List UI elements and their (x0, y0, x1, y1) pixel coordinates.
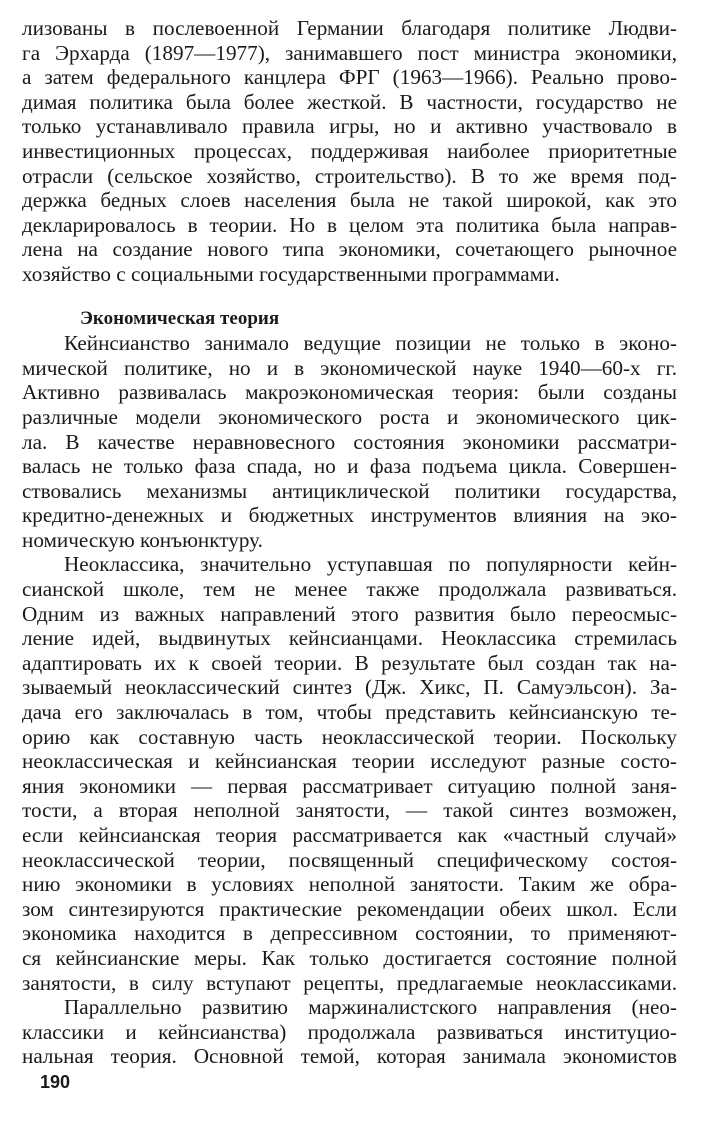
text-line: декларировалось в теории. Но в целом эта политика была направ- (22, 212, 677, 237)
text-line: номическую конъюнктуру. (22, 527, 263, 552)
text-line: ствовались механизмы антициклической политики государства, (22, 478, 677, 503)
text-line: Неоклассика, значительно уступавшая по популярности кейн- (64, 552, 677, 577)
text-line: отрасли (сельское хозяйство, строительство). В то же время под- (22, 163, 677, 188)
text-line: орию как составную часть неоклассической теории. Поскольку (22, 724, 677, 749)
text-line: нальная теория. Основной темой, которая занимала экономистов (22, 1044, 677, 1069)
text-line: га Эрхарда (1897—1977), занимавшего пост министра экономики, (22, 40, 677, 65)
text-line: неоклассическая и кейнсианская теории исследуют разные состо- (22, 749, 677, 774)
paragraph (22, 995, 677, 1069)
text-line: адаптировать их к своей теории. В результате был создан так на- (22, 650, 677, 675)
paragraph (22, 16, 677, 287)
text-line: занятости, в силу вступают рецепты, предлагаемые неоклассиками. (22, 970, 677, 995)
text-line: зом синтезируются практические рекомендации обеих школ. Если (22, 896, 677, 921)
text-line: лизованы в послевоенной Германии благодаря политике Людви- (22, 16, 677, 40)
text-line: Активно развивалась макроэкономическая теория: были созданы (22, 380, 677, 405)
text-line: ла. В качестве неравновесного состояния экономики рассматри- (22, 429, 677, 454)
text-line: Кейнсианство занимало ведущие позиции не только в эконо- (64, 331, 677, 356)
text-line: нию экономики в условиях неполной занятости. Таким же обра- (22, 872, 677, 897)
text-line: ление идей, выдвинутых кейнсианцами. Неоклассика стремилась (22, 626, 677, 651)
text-line: классики и кейнсианства) продолжала развиваться институцио- (22, 1019, 677, 1044)
text-line: сианской школе, тем не менее также продолжала развиваться. (22, 577, 677, 602)
text-line: Одним из важных направлений этого развития было переосмыс- (22, 601, 677, 626)
text-line: кредитно-денежных и бюджетных инструментов влияния на эко- (22, 503, 677, 528)
text-line: только устанавливало правила игры, но и активно участвовало в (22, 114, 677, 139)
text-line: валась не только фаза спада, но и фаза подъема цикла. Совершен- (22, 454, 677, 479)
text-line: зываемый неоклассический синтез (Дж. Хикс, П. Самуэльсон). За- (22, 675, 677, 700)
text-line: Параллельно развитию маржиналистского направления (нео- (64, 995, 677, 1020)
text-line: экономика находится в депрессивном состоянии, то применяют- (22, 921, 677, 946)
section-heading: Экономическая теория (80, 307, 280, 329)
text-line: дача его заключалась в том, чтобы представить кейнсианскую те- (22, 700, 677, 725)
text-line: ся кейнсианские меры. Как только достигается состояние полной (22, 945, 677, 970)
text-line: тости, а вторая неполной занятости, — такой синтез возможен, (22, 798, 677, 823)
paragraph (22, 331, 677, 552)
text-line: различные модели экономического роста и экономического цик- (22, 404, 677, 429)
text-line: инвестиционных процессах, поддерживая наиболее приоритетные (22, 138, 677, 163)
text-line: мической политике, но и в экономической науке 1940—60-х гг. (22, 355, 677, 380)
text-line: если кейнсианская теория рассматривается как «частный случай» (22, 823, 677, 847)
text-line: лена на создание нового типа экономики, сочетающего рыночное (22, 237, 677, 262)
text-line: держка бедных слоев населения была не такой широкой, как это (22, 188, 677, 213)
text-line: яния экономики — первая рассматривает ситуацию полной заня- (22, 773, 677, 798)
page-body (22, 16, 677, 1069)
text-line: а затем федерального канцлера ФРГ (1963—1966). Реально прово- (22, 65, 677, 90)
page-number: 190 (40, 1072, 71, 1092)
text-line: димая политика была более жесткой. В частности, государство не (22, 89, 677, 114)
text-line: неоклассической теории, посвященный специфическому состоя- (22, 847, 677, 872)
paragraph (22, 552, 677, 995)
text-line: хозяйство с социальными государственными программами. (22, 261, 560, 286)
